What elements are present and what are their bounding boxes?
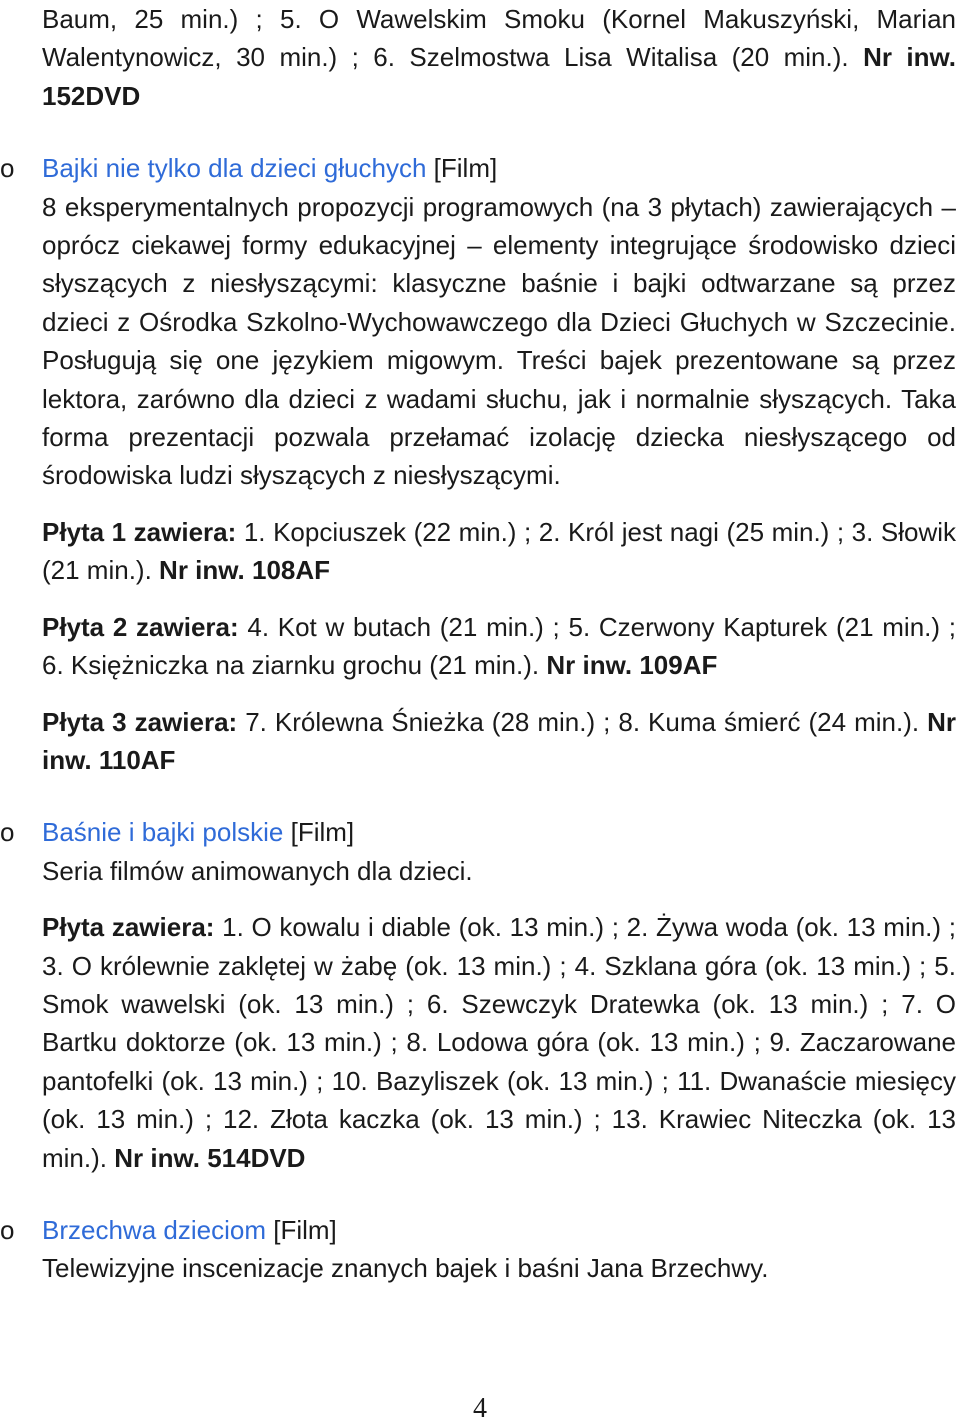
entry-heading: [42, 813, 956, 851]
disc-label: Płyta 1 zawiera:: [42, 516, 237, 547]
entry-heading: [42, 149, 956, 187]
bullet-marker: o: [0, 1214, 15, 1245]
inventory-label: Nr inw.: [863, 42, 956, 73]
entry-type: [Film]: [290, 817, 355, 848]
catalog-entry: [0, 813, 956, 1177]
inventory-number: 109AF: [639, 650, 718, 681]
page-number: 4: [473, 1393, 487, 1424]
bullet-marker: o: [0, 153, 15, 184]
entry-type: [Film]: [433, 153, 498, 184]
disc-content: 1. O kowalu i diable (ok. 13 min.) ; 2. Żywa woda (ok. 13 min.) ; 3. O królewnie zaklętej w żabę (ok. 13 min.) ; 4. Szklana góra (ok. 13 min.) ; 5. Smok wawelski (ok. 13 min.) ; 6. Szewczyk Dratewka (ok. 13 min.) ; 7. O Bartku doktorze (ok. 13 min.) ; 8. Lodowa góra (ok. 13 min.) ; 9. Zaczarowane pantofelki (ok. 13 min.) ; 10. Bazyliszek (ok. 13 min.) ; 11. Dwanaście miesięcy (ok. 13 min.) ; 12. Złota kaczka (ok. 13 min.) ; 13. Krawiec Niteczka (ok. 13 min.).: [42, 912, 956, 1173]
entry-description: 8 eksperymentalnych propozycji programowych (na 3 płytach) zawierających – oprócz ciekawej formy edukacyjnej – elementy integrujące środowisko dzieci słyszących z niesłyszącymi: klasyczne baśnie i bajki odtwarzane są przez dzieci z Ośrodka Szkolno-Wychowawczego dla Dzieci Głuchych w Szczecinie. Posługują się one językiem migowym. Treści bajek prezentowane są przez lektora, zarówno dla dzieci z wadami słuchu, jak i normalnie słyszących. Taka forma prezentacji pozwala przełamać izolację dziecka niesłyszącego od środowiska ludzi słyszących z niesłyszącymi.: [42, 191, 956, 491]
continued-paragraph: [42, 0, 956, 115]
disc-content: 1. Kopciuszek (22 min.) ; 2. Król jest nagi (25 min.) ; 3. Słowik (21 min.).: [42, 516, 956, 586]
disc-contents: [42, 703, 956, 780]
entry-heading: [42, 1211, 956, 1249]
inventory-number: 514DVD: [207, 1142, 306, 1173]
inventory-label: Nr inw.: [159, 555, 245, 586]
inventory-label: Nr inw.: [42, 706, 956, 775]
disc-content: 4. Kot w butach (21 min.) ; 5. Czerwony Kapturek (21 min.) ; 6. Księżniczka na ziarnku grochu (21 min.).: [42, 611, 956, 681]
disc-content: 7. Królewna Śnieżka (28 min.) ; 8. Kuma śmierć (24 min.).: [245, 706, 920, 737]
entry-title-link[interactable]: Bajki nie tylko dla dzieci głuchych: [42, 153, 427, 184]
entry-description: Seria filmów animowanych dla dzieci.: [42, 855, 473, 886]
continued-text: Baum, 25 min.) ; 5. O Wawelskim Smoku (Kornel Makuszyński, Marian Walentynowicz, 30 min.) ; 6. Szelmostwa Lisa Witalisa (20 min.).: [42, 4, 956, 73]
entry-type: [Film]: [273, 1214, 337, 1245]
inventory-number: 152DVD: [42, 80, 141, 111]
entry-title-link[interactable]: Baśnie i bajki polskie: [42, 817, 284, 848]
inventory-number: 108AF: [252, 555, 331, 586]
disc-label: Płyta 2 zawiera:: [42, 611, 239, 642]
inventory-label: Nr inw.: [114, 1142, 200, 1173]
catalog-entry: [0, 149, 956, 779]
entry-description: Telewizyjne inscenizacje znanych bajek i baśni Jana Brzechwy.: [42, 1253, 769, 1284]
bullet-marker: o: [0, 817, 15, 848]
inventory-number: 110AF: [98, 744, 176, 775]
disc-contents: [42, 908, 956, 1177]
catalog-entry: [0, 1211, 956, 1288]
entry-title-link[interactable]: Brzechwa dzieciom: [42, 1214, 266, 1245]
disc-contents: [42, 608, 956, 685]
disc-contents: [42, 513, 956, 590]
disc-label: Płyta 3 zawiera:: [42, 706, 238, 737]
disc-label: Płyta zawiera:: [42, 912, 215, 943]
inventory-label: Nr inw.: [546, 650, 633, 681]
